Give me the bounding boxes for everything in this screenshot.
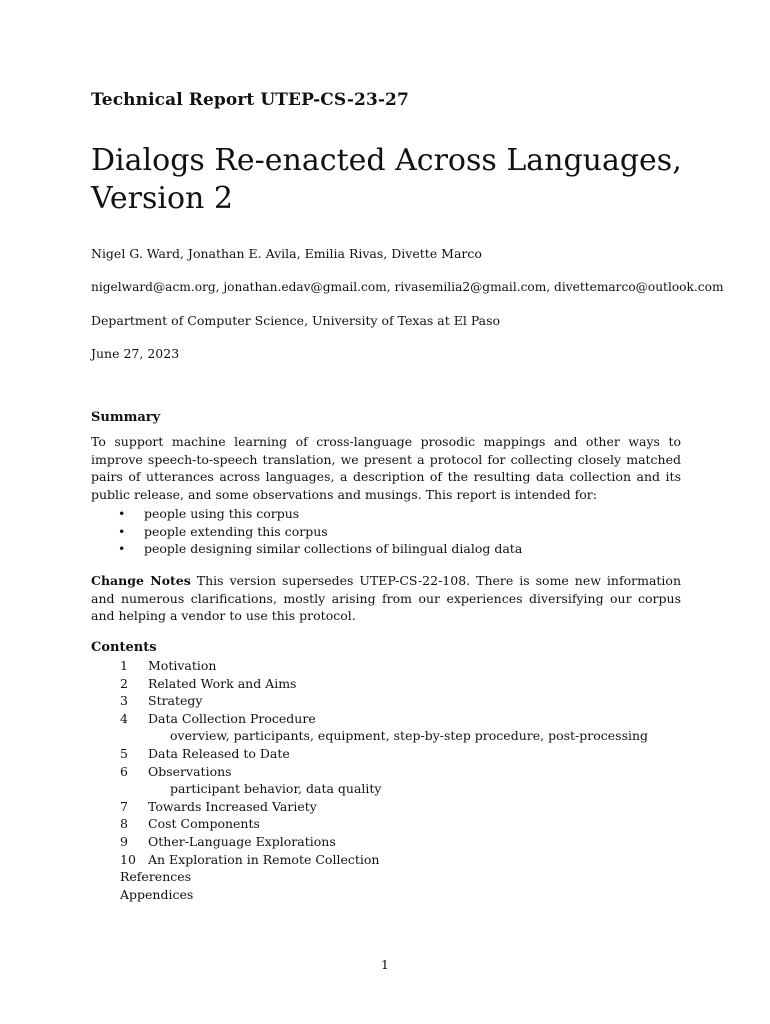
toc-label: An Exploration in Remote Collection [148, 851, 380, 867]
title-line-2: Version 2 [91, 181, 234, 216]
bullet-icon: • [118, 523, 126, 539]
list-item: • people using this corpus [118, 506, 300, 521]
toc-label: Appendices [120, 886, 194, 902]
toc-number: 5 [120, 745, 128, 761]
toc-label: Motivation [148, 658, 217, 673]
author-emails: nigelward@acm.org, jonathan.edav@gmail.com, rivasemilia2@gmail.com, divettemarco@outlook.com [91, 280, 724, 294]
toc-number: 3 [120, 693, 128, 709]
toc-label: Data Collection Procedure [148, 710, 316, 726]
toc-label: References [120, 869, 192, 885]
toc-number: 4 [120, 710, 128, 726]
summary-heading: Summary [91, 410, 161, 425]
toc-number: 1 [120, 658, 128, 673]
bullet-icon: • [118, 506, 126, 521]
date: June 27, 2023 [91, 346, 180, 361]
toc-number: 7 [120, 798, 128, 814]
change-notes-text: This version supersedes UTEP-CS-22-108. There is some new information and numerous clarifications, mostly arising from our experiences diversifying our corpus and helping a vendor to use this protocol. [91, 573, 682, 624]
list-item: • people designing similar collections of bilingual dialog data [118, 541, 523, 557]
authors: Nigel G. Ward, Jonathan E. Avila, Emilia Rivas, Divette Marco [91, 246, 482, 261]
change-notes [91, 572, 681, 625]
department: Department of Computer Science, University of Texas at El Paso [91, 313, 501, 328]
bullet-icon: • [118, 541, 126, 557]
toc-subtopics: overview, participants, equipment, step-by-step procedure, post-processing [170, 728, 649, 744]
change-notes-lead: Change Notes [91, 573, 191, 588]
toc-subtopics: participant behavior, data quality [170, 781, 382, 797]
toc-label: Cost Components [148, 816, 260, 832]
toc-label: Strategy [148, 693, 203, 709]
summary-text: To support machine learning of cross-language prosodic mappings and other ways to improve speech-to-speech translation, we present a protocol for collecting closely matched pairs of utterances across languages, a description of the resulting data collection and its public release, and some observations and musings. This report is intended for: [91, 434, 681, 502]
toc-label: Data Released to Date [148, 745, 290, 761]
toc-label: Towards Increased Variety [148, 798, 317, 814]
toc-label: Related Work and Aims [148, 675, 297, 691]
toc-number: 6 [120, 763, 128, 779]
report-id: Technical Report UTEP-CS-23-27 [91, 90, 409, 110]
toc-number: 2 [120, 675, 128, 691]
title-line-1: Dialogs Re-enacted Across Languages, [91, 143, 682, 178]
toc-label: Observations [148, 763, 232, 779]
page-number: 1 [381, 957, 389, 972]
paper-title [91, 142, 691, 218]
list-item: • people extending this corpus [118, 523, 328, 539]
audience-list [118, 505, 522, 558]
toc-number: 8 [120, 816, 128, 832]
toc-label: Other-Language Explorations [148, 833, 336, 849]
contents-heading: Contents [91, 640, 157, 655]
toc-number: 10 [120, 851, 136, 867]
toc-number: 9 [120, 833, 128, 849]
